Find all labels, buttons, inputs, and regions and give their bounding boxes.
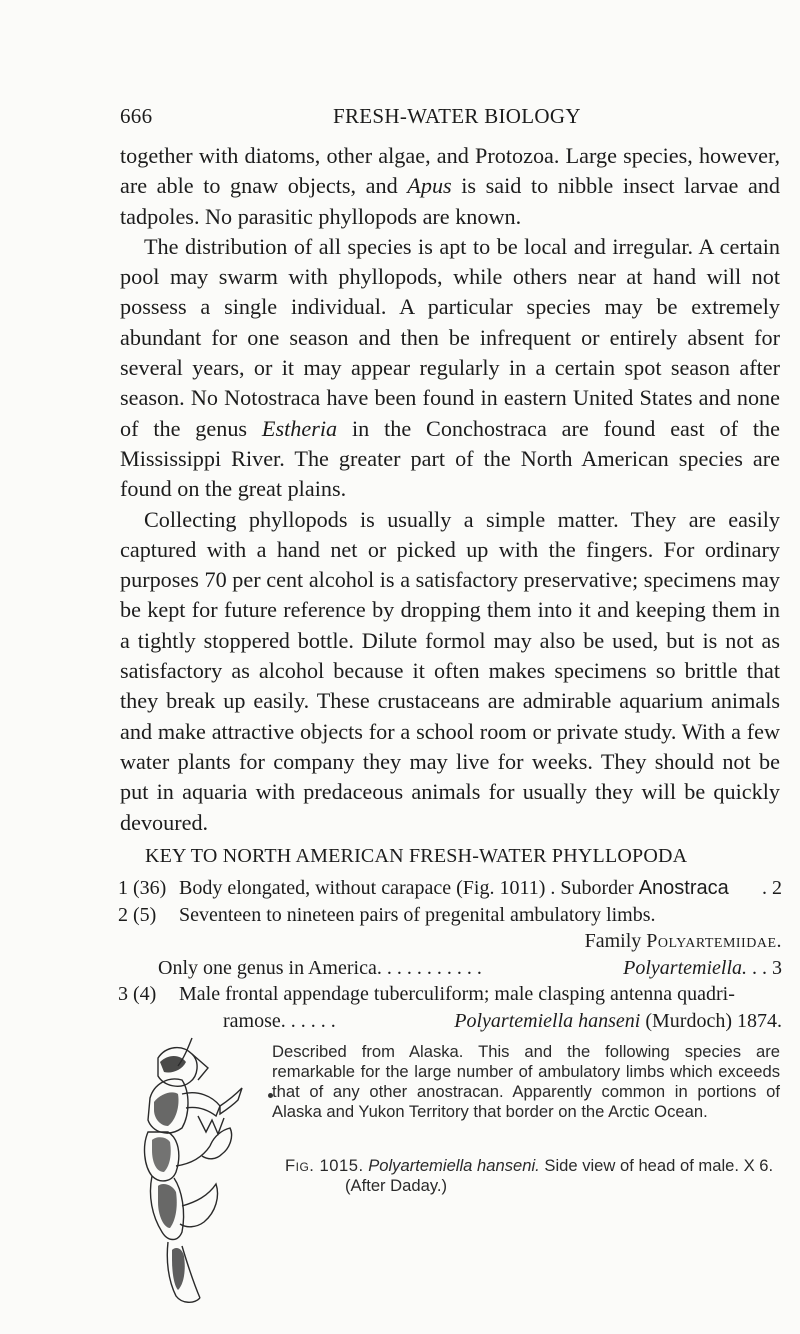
- genus-name: Estheria: [261, 415, 338, 441]
- key-entry-text: Only one genus in America. . . . . . . . . . .: [158, 956, 482, 979]
- key-entry: [118, 902, 782, 929]
- family-label: Family Polyartemiidae.: [584, 930, 782, 952]
- paragraph-text: in the Conchostraca are found east of the Mississippi River. The greater part of the North American species are found on the great plains.: [120, 415, 780, 502]
- figure-caption: [285, 1156, 780, 1196]
- caption-text: Side view of head of male. X 6.: [544, 1156, 774, 1175]
- suborder-name: Anostraca: [638, 877, 729, 899]
- paragraph-feeding: [120, 141, 780, 232]
- key-entry-text: Male frontal appendage tuberculiform; male clasping antenna quadri-: [179, 983, 735, 1005]
- phyllopod-head-drawing: [138, 1036, 248, 1306]
- paragraph-text: is said to nibble insect larvae and tadpoles. No parasitic phyllopods are known.: [120, 173, 780, 229]
- species-name: Polyartemiella hanseni (Murdoch) 1874.: [454, 1009, 782, 1032]
- figure-illustration: [138, 1036, 248, 1306]
- paragraph-collecting: Collecting phyllopods is usually a simple matter. They are easily captured with a hand net or picked up with the fingers. For ordinary purposes 70 per cent alcohol is a satisfactory preservative; specimens may be kept for future reference by dropping them into it and keeping them in a tightly stoppered bottle. Dilute formol may also be used, but is not as satisfactory as alcohol because it often makes specimens so brittle that they break up easily. These crustaceans are admirable aquarium animals and make attractive objects for a school room or private study. With a few water plants for company they may live for weeks. They should not be put in aquaria with predaceous animals for usually they will be quickly devoured.: [120, 506, 780, 835]
- key-title: KEY TO NORTH AMERICAN FRESH-WATER PHYLLOPODA: [145, 845, 688, 867]
- key-entry: [118, 875, 782, 902]
- paragraph-text: The distribution of all species is apt to be local and irregular. A certain pool may swarm with phyllopods, while others near at hand will not possess a single individual. A particular species may be extremely abundant for one season and then be infrequent or entirely absent for several years, or it may appear regularly in a certain spot season after season. No Notostraca have been found in eastern United States and none of the genus: [120, 233, 780, 441]
- key-entry-number: 3 (4): [118, 983, 157, 1005]
- paragraph-text: together with diatoms, other algae, and Protozoa. Large species, however, are able to gnaw objects, and: [120, 143, 780, 199]
- genus-name: Apus: [407, 173, 452, 199]
- key-entry-text: Seventeen to nineteen pairs of pregenital ambulatory limbs.: [179, 903, 656, 926]
- paragraph-distribution: [120, 232, 780, 505]
- key-entry: [118, 981, 782, 1008]
- key-lead: Polyartemiella. . . 3: [623, 956, 782, 979]
- key-entry-text: ramose. . . . . .: [223, 1009, 336, 1032]
- genus-name: Polyartemiella.: [623, 956, 747, 979]
- figure-label: Fig. 1015.: [285, 1156, 364, 1175]
- caption-species: Polyartemiella hanseni.: [368, 1156, 540, 1175]
- running-title: FRESH-WATER BIOLOGY: [333, 104, 581, 128]
- page-number: 666: [120, 104, 153, 128]
- key-entry-genus-line: [118, 955, 782, 982]
- body-text: [120, 141, 780, 838]
- key-entry-number: 1 (36): [118, 877, 167, 899]
- figure-description: Described from Alaska. This and the following species are remarkable for the large number of ambulatory limbs which exceeds that of any other anostracan. Apparently common in portions of Alaska and Yukon Territory that border on the Arctic Ocean.: [272, 1042, 780, 1121]
- key-entry-species-line: [118, 1008, 782, 1035]
- caption-source: (After Daday.): [345, 1176, 448, 1195]
- identification-key: [118, 875, 782, 1034]
- key-entry-number: 2 (5): [118, 903, 157, 926]
- key-lead: . 2: [762, 877, 782, 899]
- family-name: Polyartemiidae.: [646, 930, 782, 952]
- page-header: [120, 104, 777, 136]
- key-entry-text: Body elongated, without carapace (Fig. 1011) . Suborder Anostraca: [179, 877, 729, 899]
- key-entry-family-line: [118, 928, 782, 955]
